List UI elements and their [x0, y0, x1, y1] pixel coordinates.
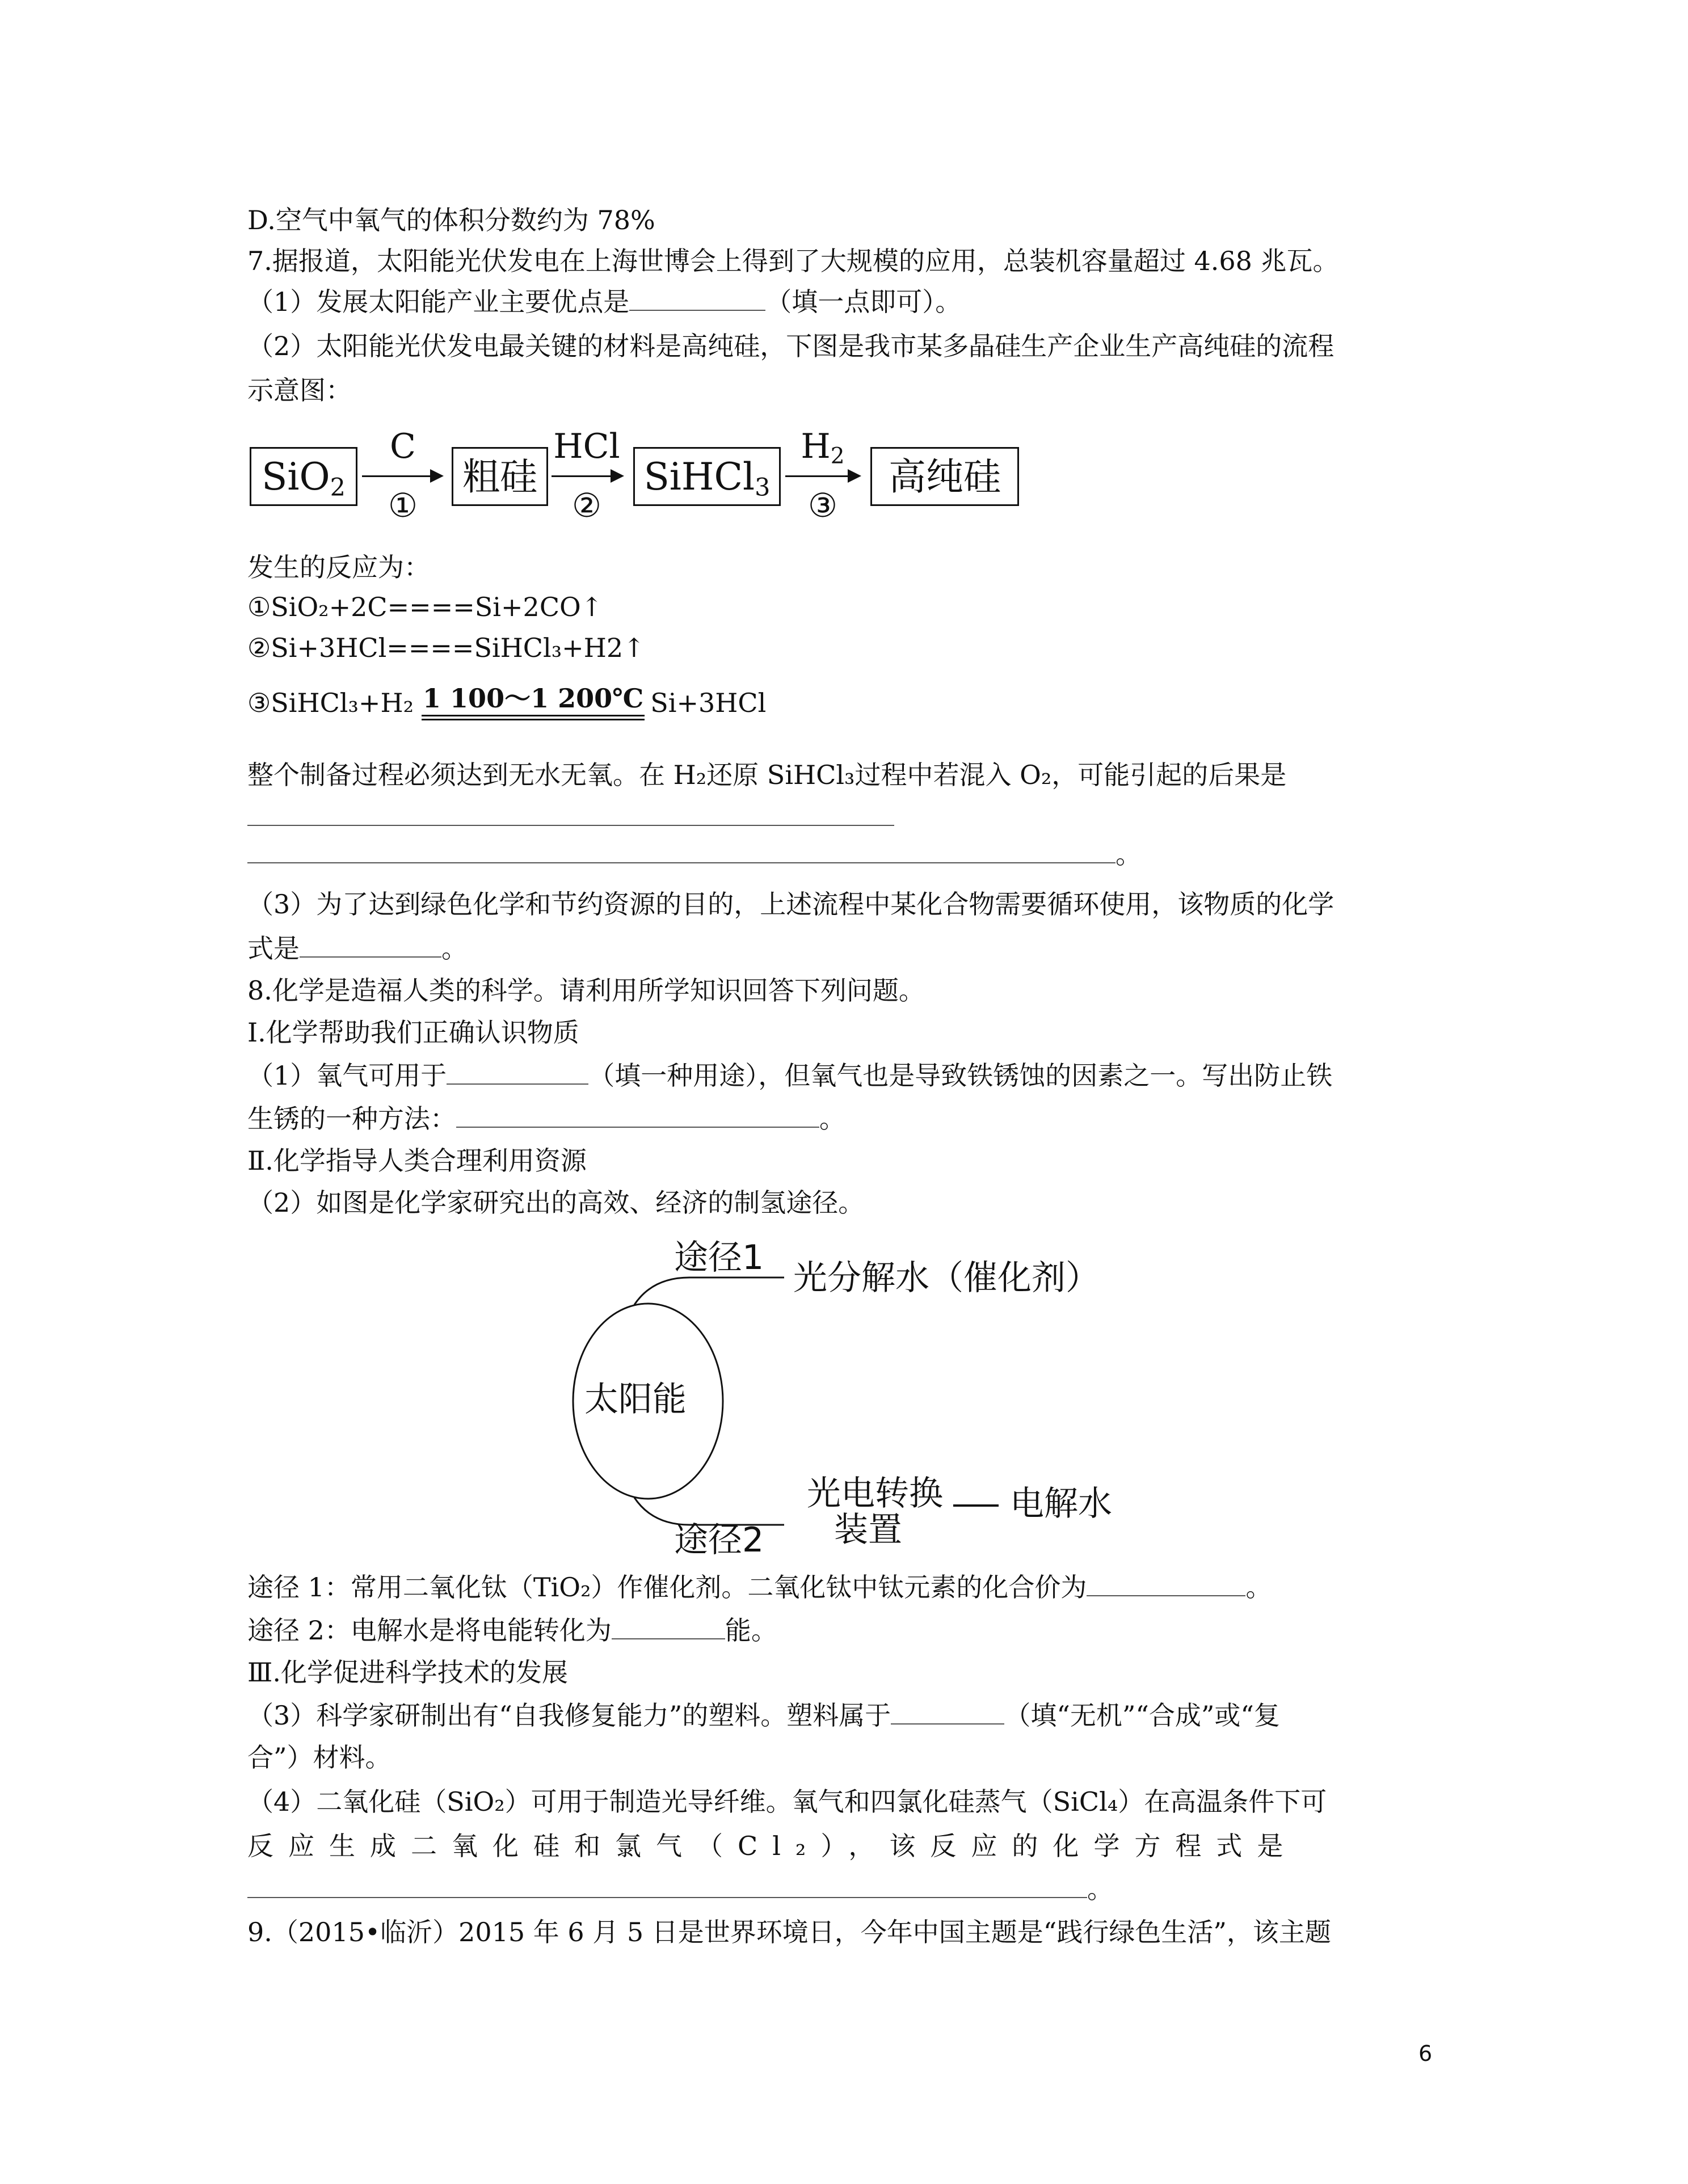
reagent-label: $H_2$: [801, 427, 845, 469]
answer-blank[interactable]: [247, 837, 1115, 863]
flow-box-sio2: SiO$_2$: [250, 447, 357, 506]
page-number: 6: [1418, 2041, 1433, 2066]
reactions-heading: 发生的反应为：: [247, 552, 430, 583]
question-8-part-3-cont: 合”）材料。: [247, 1742, 392, 1773]
question-8-part-4: （4）二氧化硅（SiO₂）可用于制造光导纤维。氧气和四氯化硅蒸气（SiCl₄）在高温条件下可: [247, 1786, 1327, 1817]
answer-blank[interactable]: [612, 1613, 725, 1639]
reaction-3: ③SiHCl₃+H₂ 1 100～1 200℃ Si+3HCl: [247, 685, 766, 720]
solar-energy-label: 太阳能: [584, 1380, 687, 1419]
question-9-stem: 9.（2015•临沂）2015 年 6 月 5 日是世界环境日，今年中国主题是“践行绿色生活”，该主题: [247, 1917, 1331, 1947]
route-1-description: 光分解水（催化剂）: [793, 1258, 1100, 1298]
step-number: ②: [572, 486, 601, 525]
question-7-stem: 7.据报道，太阳能光伏发电在上海世博会上得到了大规模的应用，总装机容量超过 4.68 兆瓦。: [247, 246, 1339, 276]
question-7-part-3-cont: 式是 。: [247, 931, 468, 965]
reaction-1: ①SiO₂+2C====Si+2CO↑: [247, 592, 603, 622]
answer-blank[interactable]: [1087, 1570, 1245, 1596]
answer-blank[interactable]: [247, 800, 894, 826]
reaction-condition: 1 100～1 200℃: [422, 685, 645, 720]
route-2-device-line-2: 装置: [834, 1510, 902, 1550]
question-8-part-1: （1）氧气可用于 （填一种用途），但氧气也是导致铁锈蚀的因素之一。写出防止铁: [247, 1059, 1332, 1093]
answer-blank[interactable]: [456, 1102, 819, 1128]
section-iii-heading: Ⅲ.化学促进科学技术的发展: [247, 1657, 568, 1688]
flow-arrow: [362, 475, 441, 477]
question-8-part-1-cont: 生锈的一种方法： 。: [247, 1102, 845, 1136]
route-2-device-line-1: 光电转换: [807, 1474, 943, 1513]
question-7-part-2-cont: 示意图：: [247, 375, 352, 406]
route-2-label: 途径2: [674, 1520, 764, 1560]
flow-arrow: [552, 475, 622, 477]
reagent-label: C: [390, 427, 416, 466]
section-ii-heading: Ⅱ.化学指导人类合理利用资源: [247, 1145, 587, 1176]
production-flow-diagram: [250, 427, 1055, 534]
answer-line: 。: [247, 1872, 1113, 1906]
route-2-question: 途径 2：电解水是将电能转化为 能。: [247, 1613, 777, 1647]
question-8-part-2: （2）如图是化学家研究出的高效、经济的制氢途径。: [247, 1187, 865, 1218]
step-number: ①: [388, 486, 418, 525]
question-7-part-3: （3）为了达到绿色化学和节约资源的目的，上述流程中某化合物需要循环使用，该物质的化学: [247, 889, 1335, 920]
answer-blank[interactable]: [629, 285, 765, 311]
hydrogen-route-diagram: [567, 1237, 1118, 1560]
flow-box-pure-si: 高纯硅: [870, 447, 1019, 506]
answer-blank[interactable]: [891, 1698, 1004, 1725]
step-number: ③: [808, 486, 837, 525]
reaction-2: ②Si+3HCl====SiHCl₃+H2↑: [247, 633, 645, 663]
route-2-end-label: 电解水: [1010, 1484, 1112, 1524]
question-8-part-3: （3）科学家研制出有“自我修复能力”的塑料。塑料属于 （填“无机”“合成”或“复: [247, 1698, 1280, 1732]
answer-blank[interactable]: [247, 1872, 1087, 1898]
question-8-part-4-cont: 反应生成二氧化硅和氯气（Cl₂），该反应的化学方程式是: [247, 1831, 1298, 1861]
section-i-heading: Ⅰ.化学帮助我们正确认识物质: [247, 1017, 579, 1048]
question-7-consequence: 整个制备过程必须达到无水无氧。在 H₂还原 SiHCl₃过程中若混入 O₂，可能引起的后果是: [247, 760, 1287, 790]
route-1-label: 途径1: [674, 1238, 764, 1277]
answer-line: 。: [247, 837, 1142, 871]
question-7-part-2: （2）太阳能光伏发电最关键的材料是高纯硅，下图是我市某多晶硅生产企业生产高纯硅的流程: [247, 331, 1335, 361]
answer-blank[interactable]: [300, 931, 441, 958]
option-d: D.空气中氧气的体积分数约为 78%: [247, 205, 655, 235]
flow-box-crude-si: 粗硅: [452, 447, 548, 506]
question-7-part-1: （1）发展太阳能产业主要优点是 （填一点即可）。: [247, 285, 961, 319]
flow-box-sihcl3: SiHCl$_3$: [633, 447, 781, 506]
reagent-label: HCl: [553, 427, 620, 466]
answer-blank[interactable]: [447, 1059, 588, 1085]
route-1-question: 途径 1：常用二氧化钛（TiO₂）作催化剂。二氧化钛中钛元素的化合价为 。: [247, 1570, 1272, 1604]
answer-line: [247, 800, 894, 834]
question-8-stem: 8.化学是造福人类的科学。请利用所学知识回答下列问题。: [247, 975, 925, 1006]
